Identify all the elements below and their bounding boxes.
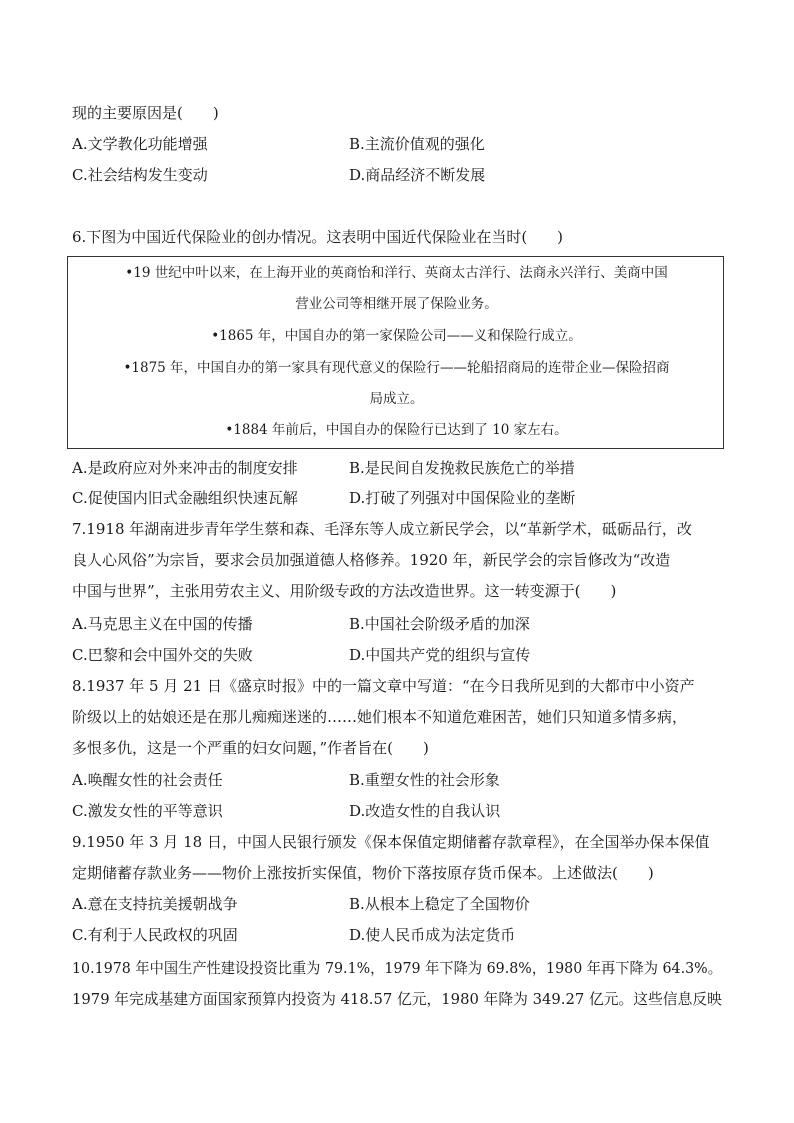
q10-stem-line: 10.1978 年中国生产性建设投资比重为 79.1%，1979 年下降为 69.8%，1980 年再下降为 64.3%。 (72, 959, 722, 977)
q5-option-d: D.商品经济不断发展 (349, 166, 486, 184)
q7-stem-line: 7.1918 年湖南进步青年学生蔡和森、毛泽东等人成立新民学会，以“革新学术，砥砺品行，改 (72, 520, 692, 538)
q8-option-a: A.唤醒女性的社会责任 (72, 771, 223, 789)
q5-stem-tail: 现的主要原因是( ) (72, 104, 219, 122)
q8-option-c: C.激发女性的平等意识 (72, 802, 223, 820)
q6-option-a: A.是政府应对外来冲击的制度安排 (72, 459, 298, 477)
q5-option-b: B.主流价值观的强化 (349, 135, 485, 153)
q6-option-c: C.促使国内旧式金融组织快速瓦解 (72, 489, 298, 507)
q7-stem-line: 中国与世界”，主张用劳农主义、用阶级专政的方法改造世界。这一转变源于( ) (72, 582, 617, 600)
q6-option-d: D.打破了列强对中国保险业的垄断 (349, 489, 576, 507)
q8-stem-line: 8.1937 年 5 月 21 日《盛京时报》中的一篇文章中写道：“在今日我所见到的大都市中小资产 (72, 677, 695, 695)
q10-stem-line: 1979 年完成基建方面国家预算内投资为 418.57 亿元，1980 年降为 349.27 亿元。这些信息反映 (72, 990, 722, 1008)
q9-option-a: A.意在支持抗美援朝战争 (72, 895, 238, 913)
q6-stem: 6.下图为中国近代保险业的创办情况。这表明中国近代保险业在当时( ) (72, 228, 564, 246)
q8-option-b: B.重塑女性的社会形象 (349, 771, 500, 789)
q6-material-box (67, 256, 724, 449)
q8-stem-line: 阶级以上的姑娘还是在那儿痴痴迷迷的……她们根本不知道危难困苦，她们只知道多情多病， (72, 708, 688, 726)
q6-material-line: •19 世纪中叶以来，在上海开业的英商怡和洋行、英商太古洋行、法商永兴洋行、美商中国 (125, 265, 668, 281)
q7-stem-line: 良人心风俗”为宗旨，要求会员加强道德人格修养。1920 年，新民学会的宗旨修改为“改造 (72, 551, 671, 569)
q9-stem-line: 定期储蓄存款业务——物价上涨按折实保值，物价下落按原存货币保本。上述做法( ) (72, 864, 654, 882)
q6-material-line: •1875 年，中国自办的第一家具有现代意义的保险行——轮船招商局的连带企业—保险招商 (123, 360, 670, 376)
q6-material-line: 局成立。 (369, 391, 424, 407)
q9-stem-line: 9.1950 年 3 月 18 日，中国人民银行颁发《保本保值定期储蓄存款章程》，在全国举办保本保值 (72, 833, 710, 851)
q7-option-a: A.马克思主义在中国的传播 (72, 615, 253, 633)
q6-material-line: 营业公司等相继开展了保险业务。 (295, 296, 498, 312)
q7-option-d: D.中国共产党的组织与宣传 (349, 646, 531, 664)
q5-option-a: A.文学教化功能增强 (72, 135, 208, 153)
q6-material-line: •1884 年前后，中国自办的保险行已达到了 10 家左右。 (225, 422, 568, 438)
q8-option-d: D.改造女性的自我认识 (349, 802, 501, 820)
q9-option-d: D.使人民币成为法定货币 (349, 926, 516, 944)
q6-material-line: •1865 年，中国自办的第一家保险公司——义和保险行成立。 (211, 328, 582, 344)
q7-option-b: B.中国社会阶级矛盾的加深 (349, 615, 530, 633)
q9-option-c: C.有利于人民政权的巩固 (72, 926, 238, 944)
q6-option-b: B.是民间自发挽救民族危亡的举措 (349, 459, 575, 477)
q5-option-c: C.社会结构发生变动 (72, 166, 208, 184)
q9-option-b: B.从根本上稳定了全国物价 (349, 895, 530, 913)
q7-option-c: C.巴黎和会中国外交的失败 (72, 646, 253, 664)
q8-stem-line: 多恨多仇，这是一个严重的妇女问题，”作者旨在( ) (72, 739, 429, 757)
